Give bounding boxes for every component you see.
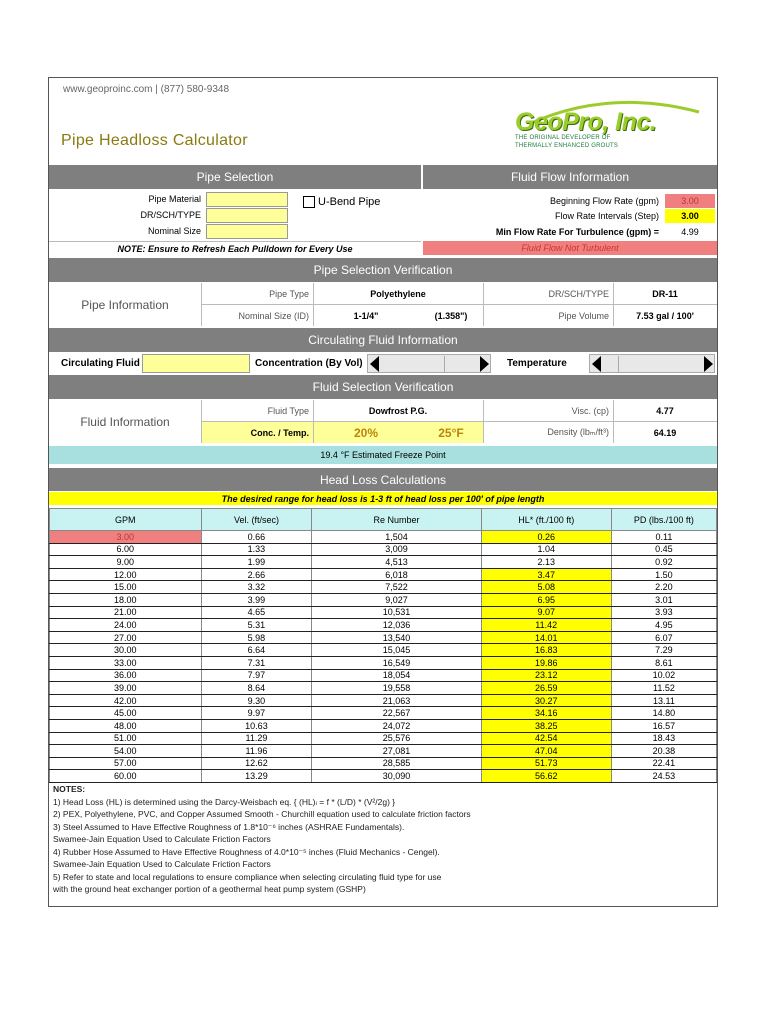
table-cell: 13,540 [312,631,481,644]
table-cell: 36.00 [50,669,202,682]
table-cell: 7.97 [201,669,312,682]
viscosity-label: Visc. (cp) [571,405,609,416]
freeze-point: 19.4 °F Estimated Freeze Point [49,446,717,464]
pipe-material-label: Pipe Material [148,194,201,204]
beginning-flow-input[interactable]: 3.00 [665,194,715,208]
density-value: 64.19 [653,427,677,438]
table-row [50,669,717,682]
table-cell: 18,054 [312,669,481,682]
table-cell: 38.25 [481,719,611,732]
table-cell: 3.47 [481,568,611,581]
density-label: Density (lbₘ/ft³) [547,427,609,437]
table-cell: 16.83 [481,644,611,657]
table-row [50,556,717,569]
scroll-left-icon[interactable] [592,356,601,372]
table-cell: 1,504 [312,531,481,544]
table-cell: 10,531 [312,606,481,619]
table-cell: 1.99 [201,556,312,569]
logo-tagline-2: THERMALLY ENHANCED GROUTS [515,143,619,149]
pipe-type-value: Polyethylene [370,288,426,299]
circulating-fluid-header: Circulating Fluid Information [49,328,717,352]
min-turbulence-label: Min Flow Rate For Turbulence (gpm) = [495,227,659,237]
table-row [50,606,717,619]
table-cell: 26.59 [481,682,611,695]
table-cell: 18.43 [611,732,716,745]
table-cell: 33.00 [50,656,202,669]
table-cell: 10.02 [611,669,716,682]
table-row [50,531,717,544]
table-cell: 1.50 [611,568,716,581]
table-cell: 0.45 [611,543,716,556]
table-cell: 21.00 [50,606,202,619]
table-cell: 5.08 [481,581,611,594]
note-line: NOTES: [53,784,86,794]
scroll-left-icon[interactable] [370,356,379,372]
col-gpm: GPM [50,509,202,531]
concentration-label: Concentration (By Vol) [255,357,363,369]
table-cell: 21,063 [312,694,481,707]
concentration-value: 20% [313,422,419,443]
table-cell: 51.00 [50,732,202,745]
scroll-right-icon[interactable] [704,356,713,372]
table-cell: 3.99 [201,593,312,606]
table-cell: 3.01 [611,593,716,606]
col-re-number: Re Number [312,509,481,531]
table-cell: 20.38 [611,745,716,758]
page-title: Pipe Headloss Calculator [61,132,248,149]
dr-sch-type-select[interactable] [206,208,288,223]
temperature-scrollbar[interactable] [589,354,715,373]
table-cell: 15.00 [50,581,202,594]
table-cell: 22,567 [312,707,481,720]
nominal-size-select[interactable] [206,224,288,239]
table-cell: 6.95 [481,593,611,606]
table-cell: 9.00 [50,556,202,569]
note-line: 1) Head Loss (HL) is determined using the Darcy-Weisbach eq. { (HL)ₗ = f * (L/D) * (V²/2g) } [53,796,396,807]
table-cell: 5.31 [201,619,312,632]
table-cell: 11.42 [481,619,611,632]
temperature-value: 25°F [419,422,483,443]
table-cell: 30.27 [481,694,611,707]
table-cell: 14.01 [481,631,611,644]
table-cell: 27,081 [312,745,481,758]
table-cell: 18.00 [50,593,202,606]
table-cell: 10.63 [201,719,312,732]
table-row [50,644,717,657]
table-cell: 16.57 [611,719,716,732]
pipe-verification-header: Pipe Selection Verification [49,258,717,282]
viscosity-value: 4.77 [656,405,674,416]
table-cell: 39.00 [50,682,202,695]
fluid-type-label: Fluid Type [267,405,309,416]
pipe-material-select[interactable] [206,192,288,207]
table-cell: 9,027 [312,593,481,606]
conc-temp-label: Conc. / Temp. [201,422,313,443]
headloss-header: Head Loss Calculations [49,468,717,491]
table-cell: 1.33 [201,543,312,556]
temperature-label: Temperature [507,357,567,369]
circulating-fluid-label: Circulating Fluid [61,357,140,369]
table-cell: 3.32 [201,581,312,594]
table-row [50,694,717,707]
fluid-verification-header: Fluid Selection Verification [49,375,717,399]
table-cell: 11.96 [201,745,312,758]
col-head-loss: HL* (ft./100 ft) [481,509,611,531]
checkbox-icon[interactable] [303,196,315,208]
table-cell: 0.92 [611,556,716,569]
min-turbulence-value: 4.99 [681,227,699,237]
table-cell: 11.29 [201,732,312,745]
ubend-checkbox[interactable] [299,194,409,210]
pipe-selection-header: Pipe Selection [49,165,421,189]
headloss-range-note: The desired range for head loss is 1-3 ft of head loss per 100' of pipe length [49,492,717,505]
table-cell: 14.80 [611,707,716,720]
logo-tagline-1: THE ORIGINAL DEVELOPER OF [515,135,611,141]
table-row [50,732,717,745]
table-row [50,707,717,720]
table-cell: 3.93 [611,606,716,619]
table-row [50,656,717,669]
table-cell: 7.29 [611,644,716,657]
table-cell: 60.00 [50,770,202,783]
table-cell: 12.62 [201,757,312,770]
table-cell: 51.73 [481,757,611,770]
table-cell: 15,045 [312,644,481,657]
circulating-fluid-select[interactable] [142,354,250,373]
flow-interval-label: Flow Rate Intervals (Step) [554,211,659,221]
table-cell: 19,558 [312,682,481,695]
pipe-volume-label: Pipe Volume [558,310,609,321]
table-cell: 8.61 [611,656,716,669]
table-cell: 24,072 [312,719,481,732]
dr-type-value: DR-11 [652,288,678,299]
table-cell: 2.13 [481,556,611,569]
inner-diameter-value: (1.358") [434,310,468,321]
contact-line: www.geoproinc.com | (877) 580-9348 [63,84,230,95]
fluid-flow-header: Fluid Flow Information [423,165,717,189]
table-cell: 42.54 [481,732,611,745]
note-line: Swamee-Jain Equation Used to Calculate Friction Factors [53,859,271,869]
table-cell: 1.04 [481,543,611,556]
table-cell: 6.00 [50,543,202,556]
nominal-id-label: Nominal Size (ID) [238,310,309,321]
refresh-note: NOTE: Ensure to Refresh Each Pulldown for Every Use [49,241,421,255]
note-line: 4) Rubber Hose Assumed to Have Effective Roughness of 4.0*10⁻⁵ inches (Fluid Mechanics - Cengel). [53,846,440,857]
table-cell: 4.95 [611,619,716,632]
table-cell: 27.00 [50,631,202,644]
table-cell: 11.52 [611,682,716,695]
table-row [50,543,717,556]
table-cell: 3,009 [312,543,481,556]
fluid-type-value: Dowfrost P.G. [368,405,428,416]
ubend-label: U-Bend Pipe [318,196,381,208]
table-cell: 7,522 [312,581,481,594]
col-velocity: Vel. (ft/sec) [201,509,312,531]
table-cell: 12,036 [312,619,481,632]
pipe-volume-value: 7.53 gal / 100' [636,310,694,321]
table-cell: 8.64 [201,682,312,695]
concentration-scrollbar[interactable] [367,354,491,373]
note-line: 2) PEX, Polyethylene, PVC, and Copper Assumed Smooth - Churchill equation used to calculate friction factors [53,809,471,819]
table-cell: 0.66 [201,531,312,544]
calculator-sheet [48,77,718,907]
nominal-size-value: 1-1/4" [353,310,379,321]
dr-sch-type-label: DR/SCH/TYPE [140,210,201,220]
table-row [50,619,717,632]
table-cell: 5.98 [201,631,312,644]
turbulence-warning: Fluid Flow Not Turbulent [423,241,717,255]
pipe-type-label: Pipe Type [269,288,309,299]
table-cell: 13.11 [611,694,716,707]
table-cell: 12.00 [50,568,202,581]
table-cell: 42.00 [50,694,202,707]
table-row [50,581,717,594]
dr-type-label: DR/SCH/TYPE [548,288,609,299]
table-cell: 28,585 [312,757,481,770]
table-cell: 56.62 [481,770,611,783]
table-row [50,568,717,581]
headloss-table [49,508,717,783]
table-cell: 4.65 [201,606,312,619]
table-cell: 9.97 [201,707,312,720]
table-cell: 7.31 [201,656,312,669]
table-cell: 23.12 [481,669,611,682]
table-cell: 6.64 [201,644,312,657]
pipe-information-label: Pipe Information [81,297,169,312]
table-row [50,593,717,606]
beginning-flow-label: Beginning Flow Rate (gpm) [549,196,659,206]
table-cell: 22.41 [611,757,716,770]
note-line: Swamee-Jain Equation Used to Calculate Friction Factors [53,834,271,844]
note-line: with the ground heat exchanger portion of a geothermal heat pump system (GSHP) [53,884,366,894]
table-cell: 4,513 [312,556,481,569]
table-cell: 0.11 [611,531,716,544]
nominal-size-label: Nominal Size [147,226,201,236]
scroll-right-icon[interactable] [480,356,489,372]
col-pressure-drop: PD (lbs./100 ft) [611,509,716,531]
fluid-information-label: Fluid Information [80,414,170,429]
table-cell: 34.16 [481,707,611,720]
logo-name: GeoPro, Inc. [515,108,657,136]
table-cell: 45.00 [50,707,202,720]
table-cell: 48.00 [50,719,202,732]
table-row [50,745,717,758]
table-cell: 3.00 [50,531,202,544]
table-cell: 19.86 [481,656,611,669]
table-cell: 2.20 [611,581,716,594]
table-cell: 57.00 [50,757,202,770]
note-line: 5) Refer to state and local regulations to ensure compliance when selecting circulating fluid type for use [53,871,442,882]
note-line: 3) Steel Assumed to Have Effective Roughness of 1.8*10⁻⁶ inches (ASHRAE Fundamentals). [53,821,405,832]
table-cell: 24.53 [611,770,716,783]
table-row [50,770,717,783]
company-logo [509,104,709,154]
table-cell: 0.26 [481,531,611,544]
notes-section [53,783,471,896]
table-cell: 9.07 [481,606,611,619]
table-cell: 47.04 [481,745,611,758]
table-row [50,682,717,695]
table-cell: 30.00 [50,644,202,657]
table-cell: 13.29 [201,770,312,783]
table-row [50,631,717,644]
flow-interval-input[interactable]: 3.00 [665,209,715,223]
table-cell: 6,018 [312,568,481,581]
table-cell: 24.00 [50,619,202,632]
table-cell: 6.07 [611,631,716,644]
table-cell: 16,549 [312,656,481,669]
table-row [50,719,717,732]
table-cell: 9.30 [201,694,312,707]
table-row [50,757,717,770]
table-cell: 30,090 [312,770,481,783]
table-cell: 25,576 [312,732,481,745]
table-cell: 2.66 [201,568,312,581]
table-cell: 54.00 [50,745,202,758]
